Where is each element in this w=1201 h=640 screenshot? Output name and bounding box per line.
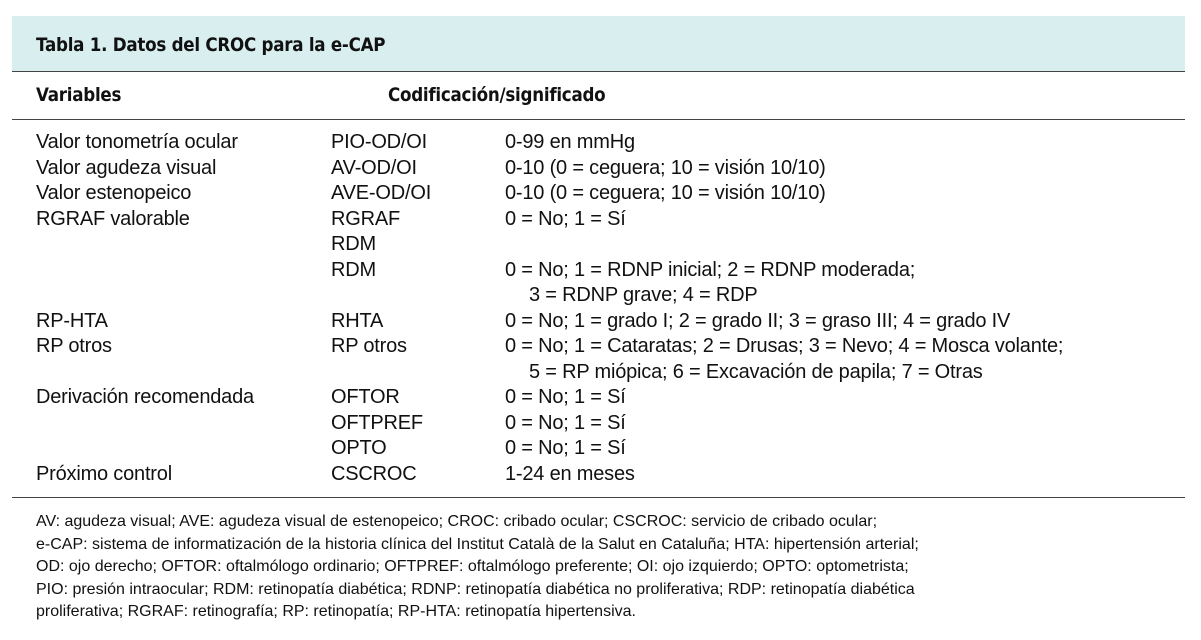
cell-meaning: [505, 436, 626, 462]
meaning-continuation: 3 = RDNP grave; 4 = RDP: [529, 284, 758, 306]
meaning-line: 0-10 (0 = ceguera; 10 = visión 10/10): [505, 182, 826, 204]
cell-code: RDM: [331, 258, 376, 281]
meaning-line: 0 = No; 1 = Sí: [505, 386, 626, 408]
cell-meaning: [505, 309, 1010, 335]
cell-code: RGRAF: [331, 207, 401, 230]
cell-code: RDM: [331, 233, 376, 255]
cell-code: AV-OD/OI: [331, 156, 417, 179]
footnote-line: AV: agudeza visual; AVE: agudeza visual de estenopeico; CROC: cribado ocular; CSCROC: servicio de cribado ocular;: [36, 513, 878, 530]
footnote-line: proliferativa; RGRAF: retinografía; RP: retinopatía; RP-HTA: retinopatía hipertensiva.: [36, 603, 636, 620]
cell-meaning: [505, 156, 826, 182]
header-coding: Codificación/significado: [388, 84, 606, 106]
cell-code: AVE-OD/OI: [331, 182, 432, 204]
meaning-line: 0 = No; 1 = Sí: [505, 207, 626, 230]
cell-variable: Valor agudeza visual: [36, 156, 217, 179]
cell-variable: RP otros: [36, 335, 112, 357]
table-row: [0, 411, 1201, 437]
meaning-continuation: 5 = RP miópica; 6 = Excavación de papila; 7 = Otras: [529, 360, 983, 383]
cell-variable: Valor estenopeico: [36, 182, 192, 204]
cell-meaning: [505, 258, 915, 309]
cell-code: CSCROC: [331, 462, 417, 485]
cell-meaning: [505, 207, 626, 233]
table-row: [0, 436, 1201, 462]
table-row: [0, 334, 1201, 385]
cell-meaning: [505, 411, 626, 437]
table-row: [0, 258, 1201, 309]
cell-meaning: [505, 334, 1063, 385]
footnote-line: OD: ojo derecho; OFTOR: oftalmólogo ordinario; OFTPREF: oftalmólogo preferente; OI: ojo izquierdo; OPTO: optometrista;: [36, 558, 909, 575]
cell-code: OPTO: [331, 437, 387, 459]
meaning-line: 0 = No; 1 = RDNP inicial; 2 = RDNP moderada;: [505, 258, 916, 281]
cell-meaning: [505, 181, 826, 207]
cell-meaning: [505, 130, 635, 156]
cell-variable: Derivación recomendada: [36, 386, 254, 408]
cell-variable: RP-HTA: [36, 309, 108, 332]
table-row: [0, 462, 1201, 488]
meaning-line: 0 = No; 1 = Cataratas; 2 = Drusas; 3 = Nevo; 4 = Mosca volante;: [505, 335, 1064, 357]
meaning-line: 0 = No; 1 = Sí: [505, 437, 626, 459]
meaning-line: 0 = No; 1 = Sí: [505, 411, 626, 434]
cell-code: RHTA: [331, 309, 384, 332]
cell-variable: RGRAF valorable: [36, 207, 190, 230]
table-title-band: [12, 16, 1185, 72]
header-variables: Variables: [36, 84, 122, 106]
cell-variable: Próximo control: [36, 462, 172, 485]
meaning-line: 0 = No; 1 = grado I; 2 = grado II; 3 = graso III; 4 = grado IV: [505, 309, 1011, 332]
table-bottom-rule: [12, 497, 1185, 498]
cell-code: PIO-OD/OI: [331, 131, 427, 153]
cell-meaning: [505, 462, 635, 488]
cell-meaning: [505, 385, 626, 411]
meaning-line: 0-99 en mmHg: [505, 131, 635, 153]
table-header-row: [12, 72, 1185, 120]
table-title: Tabla 1. Datos del CROC para la e-CAP: [36, 34, 386, 56]
cell-code: RP otros: [331, 335, 407, 357]
cell-code: OFTOR: [331, 386, 400, 408]
footnote-line: PIO: presión intraocular; RDM: retinopatía diabética; RDNP: retinopatía diabética no proliferativa; RDP: retinopatía diabética: [36, 580, 915, 598]
table-row: [0, 207, 1201, 233]
table-row: [0, 130, 1201, 156]
meaning-line: 1-24 en meses: [505, 462, 635, 485]
table-row: [0, 309, 1201, 335]
table-row: [0, 156, 1201, 182]
table-row: [0, 385, 1201, 411]
table-body: [0, 130, 1201, 487]
footnote-line: e-CAP: sistema de informatización de la historia clínica del Institut Català de la Salut en Cataluña; HTA: hipertensión arterial;: [36, 535, 919, 553]
table-row: [0, 232, 1201, 258]
table-footnote: [36, 511, 1176, 624]
cell-code: OFTPREF: [331, 411, 423, 434]
cell-variable: Valor tonometría ocular: [36, 131, 238, 153]
meaning-line: 0-10 (0 = ceguera; 10 = visión 10/10): [505, 156, 826, 179]
table-row: [0, 181, 1201, 207]
